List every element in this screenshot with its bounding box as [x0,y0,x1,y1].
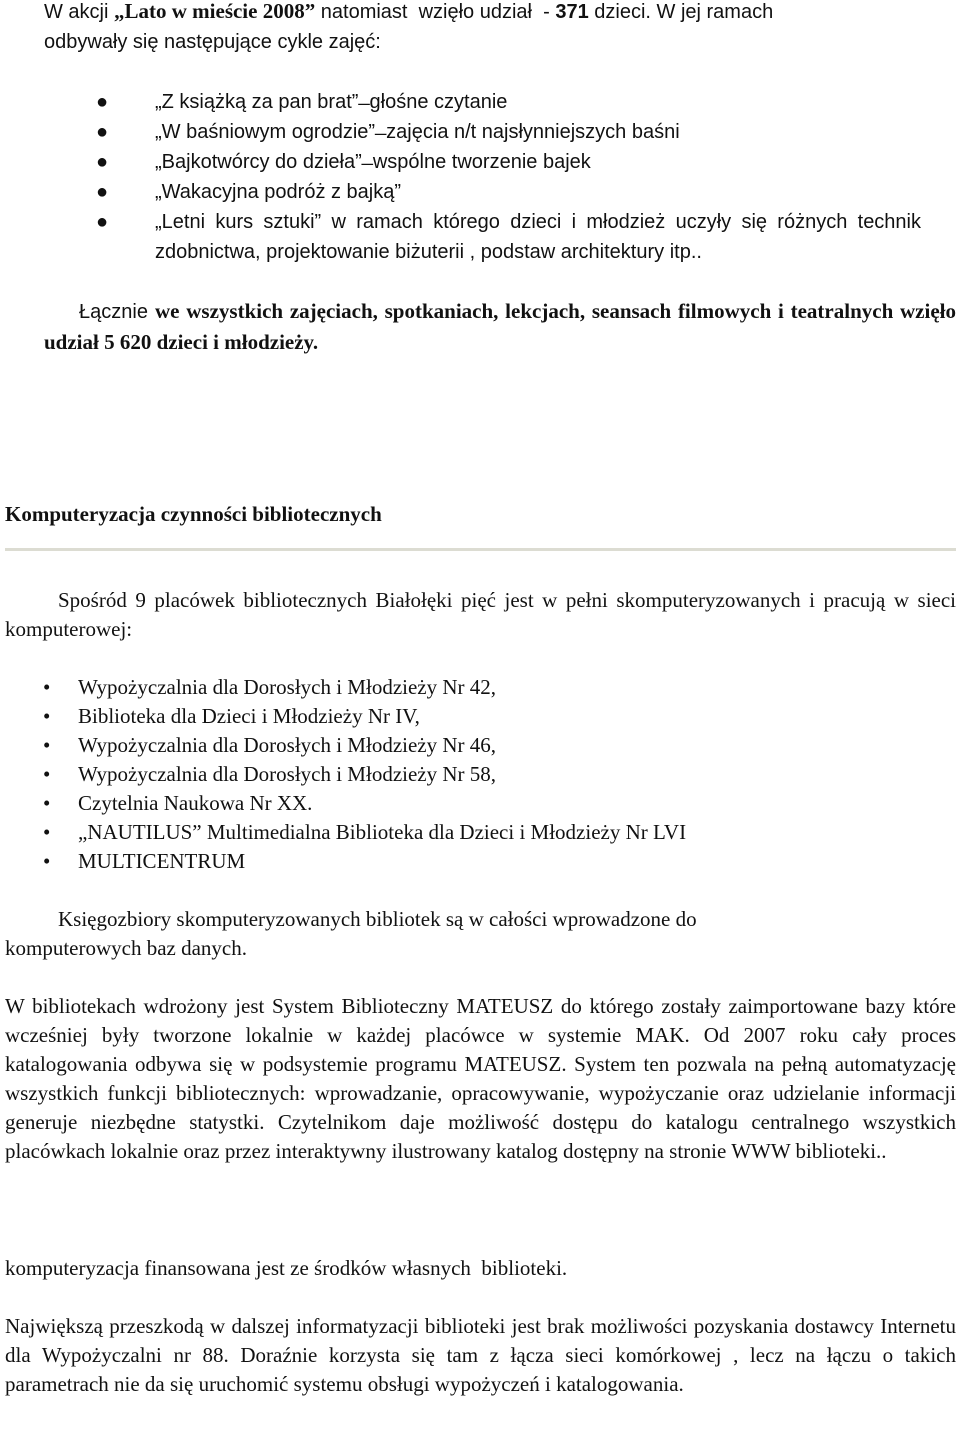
section-divider [5,548,956,551]
bullet-icon: ● [96,151,109,173]
list-item [60,117,921,147]
cycle-text: „W baśniowym ogrodzie” ̶ zajęcia n/t najsłynniejszych baśni [155,121,680,143]
cycle-text: „Wakacyjna podróż z bajką” [155,181,402,203]
collections-line-2: komputerowych baz danych. [5,936,248,960]
event-name: „Lato w mieście 2008” [114,0,316,23]
summary-bold: we wszystkich zajęciach, spotkaniach, lekcjach, seansach filmowych i teatralnych wzięło udział 5 620 dzieci i młodzieży. [44,299,956,354]
list-item [60,207,921,267]
cycle-text: „Bajkotwórcy do dzieła” ̶ wspólne tworzenie bajek [155,151,591,173]
list-item [5,702,955,731]
list-item [60,147,921,177]
intro-prefix: W akcji [44,1,114,23]
mateusz-paragraph: W bibliotekach wdrożony jest System Biblioteczny MATEUSZ do którego zostały zaimportowane bazy które wcześniej były tworzone lokalnie w każdej placówce w systemie MAK. Od 2007 roku cały proces katalogowania odbywa się w podsystemie programu MATEUSZ. System ten pozwala na pełną automatyzację wszystkich funkcji bibliotecznych: wprowadzanie, opracowywanie, wypożyczanie oraz udzielanie informacji generuje niezbędne statystki. Czytelnikom daje możliwość dostępu do katalogu centralnego wszystkich placówkach lokalnie oraz przez interaktywny ilustrowany katalog dostępny na stronie WWW biblioteki.. [5,994,956,1163]
intro-paragraph [44,0,956,57]
summary-prefix: Łącznie [79,301,155,323]
funding-paragraph: komputeryzacja finansowana jest ze środków własnych biblioteki. [5,1256,568,1280]
list-item [5,673,955,702]
bullet-icon: • [43,704,51,728]
list-item [5,847,955,876]
section-title: Komputeryzacja czynności bibliotecznych [5,502,382,526]
network-intro-paragraph: Spośród 9 placówek bibliotecznych Białołęki pięć jest w pełni skomputeryzowanych i pracują w sieci komputerowej: [5,588,956,641]
list-item [5,789,955,818]
library-name: Wypożyczalnia dla Dorosłych i Młodzieży Nr 42, [78,675,497,699]
bullet-icon: • [43,733,51,757]
bullet-icon: ● [96,121,109,143]
bullet-icon: ● [96,181,109,203]
cycle-text: „Z książką za pan brat” ̶ głośne czytanie [155,91,508,113]
intro-line-1 [44,0,956,27]
library-name: Wypożyczalnia dla Dorosłych i Młodzieży Nr 46, [78,733,497,757]
library-name: Biblioteka dla Dzieci i Młodzieży Nr IV, [78,704,420,728]
libraries-list [5,673,955,876]
list-item [60,87,921,117]
cycles-list [60,87,921,267]
bullet-icon: • [43,675,51,699]
problem-paragraph: Największą przeszkodą w dalszej informatyzacji biblioteki jest brak możliwości pozyskania dostawcy Internetu dla Wypożyczalni nr 88. Doraźnie korzysta się tam z łącza sieci komórkowej , lecz na łączu o takich parametrach nie da się uruchomić systemu obsługi wypożyczeń i katalogowania. [5,1314,956,1396]
intro-line-2: odbywały się następujące cykle zajęć: [44,31,381,53]
library-name: Wypożyczalnia dla Dorosłych i Młodzieży Nr 58, [78,762,497,786]
list-item [5,818,955,847]
list-item [60,177,921,207]
summary-paragraph [44,296,956,357]
bullet-icon: • [43,762,51,786]
intro-suffix: dzieci. W jej ramach [588,1,774,23]
bullet-icon: • [43,849,51,873]
intro-mid: natomiast wzięło udział - [315,1,556,23]
library-name: Czytelnia Naukowa Nr XX. [78,791,313,815]
bullet-icon: ● [96,211,109,233]
library-name: „NAUTILUS” Multimedialna Biblioteka dla Dzieci i Młodzieży Nr LVI [78,820,687,844]
collections-line-1: Księgozbiory skomputeryzowanych bibliotek są w całości wprowadzone do [58,907,697,931]
list-item [5,760,955,789]
list-item [5,731,955,760]
collections-paragraph [5,905,956,963]
cycle-text: „Letni kurs sztuki” w ramach którego dzieci i młodzież uczyły się różnych technik zdobnictwa, projektowanie biżuterii , podstaw architektury itp.. [155,211,921,263]
library-name: MULTICENTRUM [78,849,246,873]
bullet-icon: • [43,791,51,815]
bullet-icon: ● [96,91,109,113]
bullet-icon: • [43,820,51,844]
participant-count: 371 [555,1,589,23]
